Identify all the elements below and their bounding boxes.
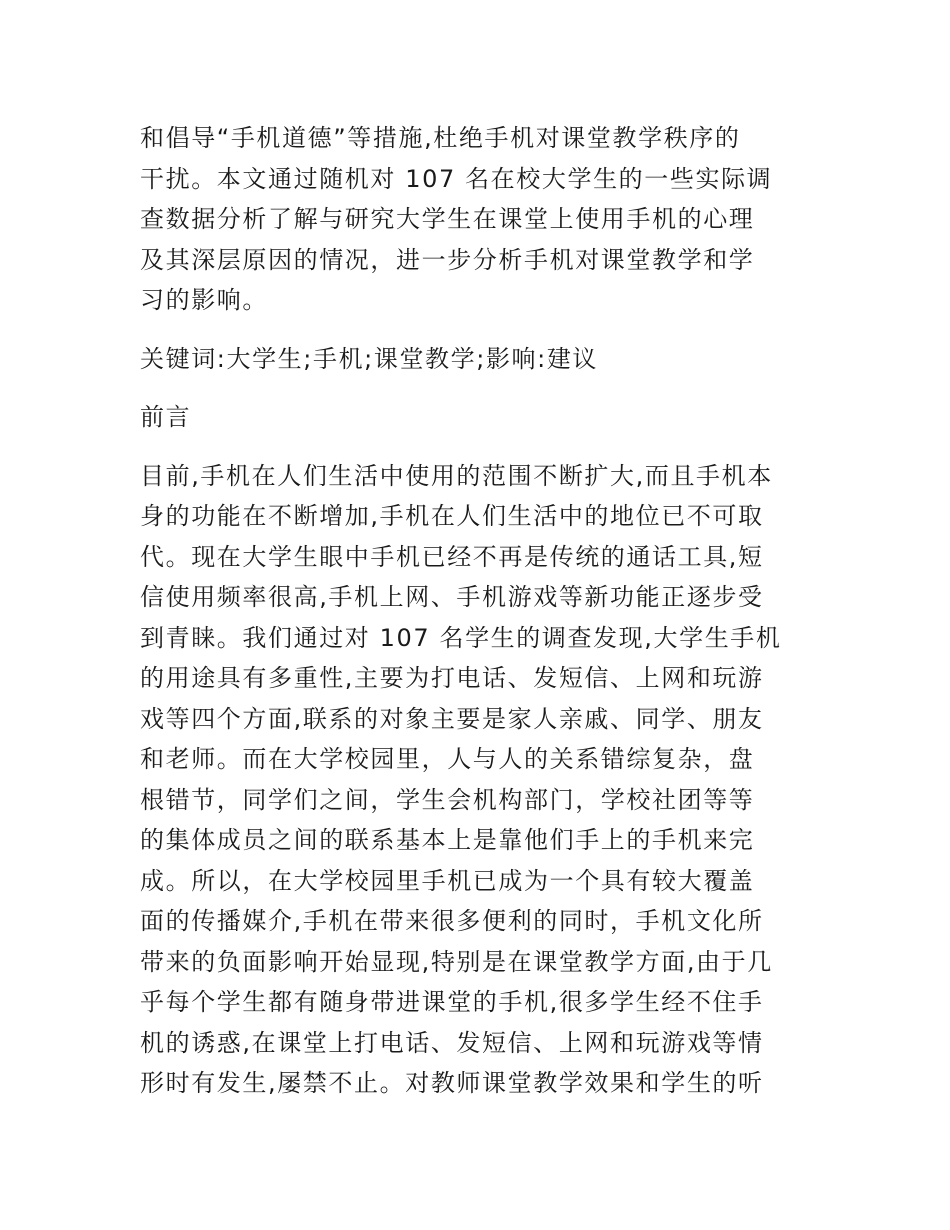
paragraph-spacer	[140, 438, 812, 456]
text-line: 习的影响。	[140, 286, 268, 314]
document-content	[140, 118, 812, 1104]
text-line: 身的功能在不断增加,手机在人们生活中的地位已不可取	[140, 502, 764, 530]
section-heading: 前言	[140, 403, 192, 431]
text-line: 代。现在大学生眼中手机已经不再是传统的通话工具,短	[140, 542, 764, 571]
text-line: 的集体成员之间的联系基本上是靠他们手上的手机来完	[140, 826, 755, 854]
paragraph-spacer	[140, 379, 812, 397]
text-line: 形时有发生,屡禁不止。对教师课堂教学效果和学生的听	[140, 1069, 764, 1097]
text-line: 和老师。而在大学校园里，人与人的关系错综复杂，盘	[140, 745, 755, 773]
abstract-paragraph	[140, 118, 812, 321]
text-line: 到青睐。我们通过对 107 名学生的调查发现,大学生手机	[140, 623, 782, 652]
text-line: 面的传播媒介,手机在带来很多便利的同时，手机文化所	[140, 907, 764, 935]
text-line: 信使用频率很高,手机上网、手机游戏等新功能正逐步受	[140, 583, 764, 611]
text-line: 干扰。本文通过随机对 107 名在校大学生的一些实际调	[140, 164, 773, 193]
text-line: 和倡导“手机道德”等措施,杜绝手机对课堂教学秩序的	[140, 124, 741, 152]
text-line: 戏等四个方面,联系的对象主要是家人亲戚、同学、朋友	[140, 704, 764, 733]
text-line: 的用途具有多重性,主要为打电话、发短信、上网和玩游	[140, 664, 764, 692]
text-line: 机的诱惑,在课堂上打电话、发短信、上网和玩游戏等情	[140, 1028, 764, 1057]
keywords-line: 关键词:大学生;手机;课堂教学;影响:建议	[140, 344, 599, 373]
paragraph-spacer	[140, 321, 812, 339]
body-paragraph	[140, 456, 812, 1104]
text-line: 及其深层原因的情况，进一步分析手机对课堂教学和学	[140, 245, 755, 274]
text-line: 带来的负面影响开始显现,特别是在课堂教学方面,由于几	[140, 947, 773, 976]
text-line: 目前,手机在人们生活中使用的范围不断扩大,而且手机本	[140, 461, 773, 490]
text-line: 乎每个学生都有随身带进课堂的手机,很多学生经不住手	[140, 988, 764, 1016]
text-line: 成。所以，在大学校园里手机已成为一个具有较大覆盖	[140, 866, 755, 895]
text-line: 查数据分析了解与研究大学生在课堂上使用手机的心理	[140, 205, 755, 233]
text-line: 根错节，同学们之间，学生会机构部门，学校社团等等	[140, 785, 755, 814]
